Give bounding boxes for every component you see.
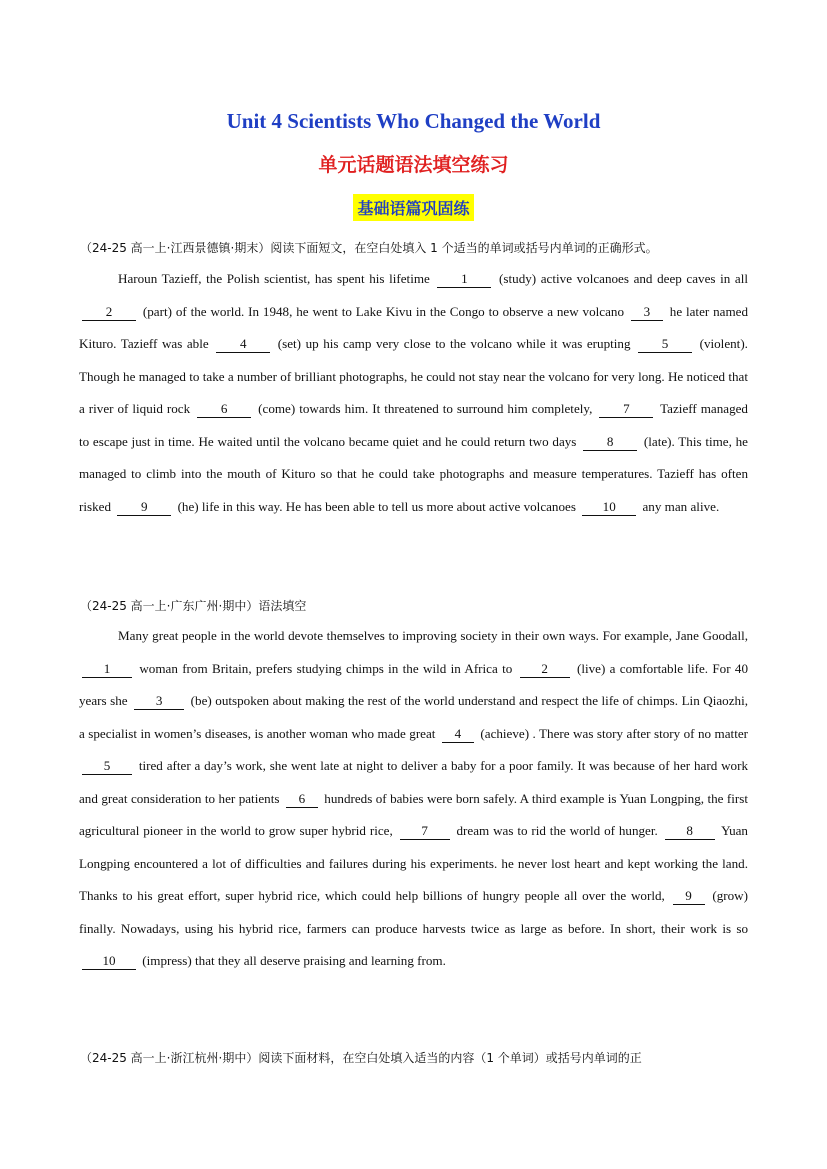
blank-3[interactable]: 3 — [631, 304, 663, 321]
blank-4[interactable]: 4 — [442, 726, 474, 743]
section-heading-label: 基础语篇巩固练 — [353, 194, 473, 221]
section-heading — [0, 194, 827, 221]
blank-5[interactable]: 5 — [82, 758, 132, 775]
blank-2[interactable]: 2 — [520, 661, 570, 678]
blank-10[interactable]: 10 — [582, 499, 636, 516]
passage-2-source: （24-25 高一上·广东广州·期中）语法填空 — [80, 599, 307, 613]
blank-9[interactable]: 9 — [673, 888, 705, 905]
passage-3-source: （24-25 高一上·浙江杭州·期中）阅读下面材料，在空白处填入适当的内容（1 个单词）或括号内单词的正 — [80, 1051, 642, 1065]
blank-6[interactable]: 6 — [197, 401, 251, 418]
blank-9[interactable]: 9 — [117, 499, 171, 516]
blank-6[interactable]: 6 — [286, 791, 318, 808]
blank-3[interactable]: 3 — [134, 693, 184, 710]
passage-1-source: （24-25 高一上·江西景德镇·期末）阅读下面短文，在空白处填入 1 个适当的单词或括号内单词的正确形式。 — [80, 241, 658, 255]
blank-1[interactable]: 1 — [437, 271, 491, 288]
blank-5[interactable]: 5 — [638, 336, 692, 353]
blank-2[interactable]: 2 — [82, 304, 136, 321]
blank-1[interactable]: 1 — [82, 661, 132, 678]
passage-2: Many great people in the world devote themselves to improving society in their own ways. For example, Jane Goodall, 1 woman from Britain, prefers studying chimps in the wild in Africa to 2 (live) a comfortable life. For 40 years she 3 (be) outspoken about making the rest of the world understand and respect the life of chimps. Lin Qiaozhi, a specialist in women’s diseases, is another woman who made great 4 (achieve) . There was story after story of no matter 5 tired after a day’s work, she went late at night to deliver a baby for a poor family. It was because of her hard work and great consideration to her patients 6 hundreds of babies were born safely. A third example is Yuan Longping, the first agricultural pioneer in the world to grow super hybrid rice, 7 dream was to rid the world of hunger. 8 Yuan Longping encountered a lot of difficulties and failures during his experiments. he never lost heart and kept working the land. Thanks to his great effort, super hybrid rice, which could help billions of hungry people all over the world, 9 (grow) finally. Nowadays, using his hybrid rice, farmers can produce harvests twice as large as before. In short, their work is so 10 (impress) that they all deserve praising and learning from. — [79, 628, 749, 968]
blank-8[interactable]: 8 — [665, 823, 715, 840]
blank-7[interactable]: 7 — [599, 401, 653, 418]
blank-4[interactable]: 4 — [216, 336, 270, 353]
page-subtitle: 单元话题语法填空练习 — [318, 154, 509, 176]
blank-7[interactable]: 7 — [400, 823, 450, 840]
blank-10[interactable]: 10 — [82, 953, 136, 970]
passage-1: Haroun Tazieff, the Polish scientist, has spent his lifetime 1 (study) active volcanoes and deep caves in all 2 (part) of the world. In 1948, he went to Lake Kivu in the Congo to observe a new volcano 3 he later named Kituro. Tazieff was able 4 (set) up his camp very close to the volcano while it was erupting 5 (violent). Though he managed to take a number of brilliant photographs, he could not stay near the volcano for very long. He noticed that a river of liquid rock 6 (come) towards him. It threatened to surround him completely, 7 Tazieff managed to escape just in time. He waited until the volcano became quiet and he could return two days 8 (late). This time, he managed to climb into the mouth of Kituro so that he could take photographs and measure temperatures. Tazieff has often risked 9 (he) life in this way. He has been able to tell us more about active volcanoes 10 any man alive. — [79, 271, 749, 514]
page-title: Unit 4 Scientists Who Changed the World — [226, 109, 601, 133]
blank-8[interactable]: 8 — [583, 434, 637, 451]
